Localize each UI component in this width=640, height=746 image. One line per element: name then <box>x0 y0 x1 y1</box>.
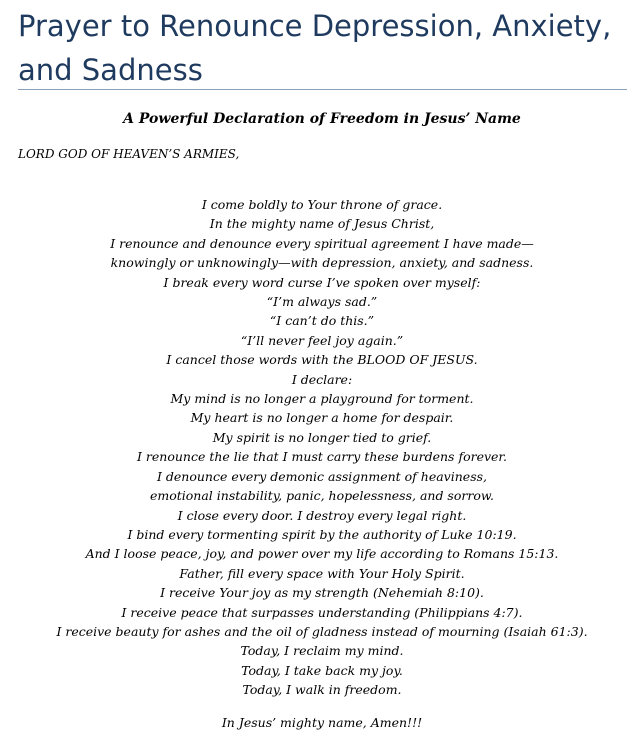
prayer-line: Father, fill every space with Your Holy Spirit. <box>179 565 465 581</box>
prayer-line: I come boldly to Your throne of grace. <box>201 197 443 212</box>
prayer-line: Today, I reclaim my mind. <box>240 643 404 659</box>
prayer-line: And I loose peace, joy, and power over my life according to Romans 15:13. <box>85 546 559 562</box>
prayer-line: Today, I take back my joy. <box>241 662 403 678</box>
prayer-line: My spirit is no longer tied to grief. <box>212 429 432 445</box>
prayer-line: “I’ll never feel joy again.” <box>240 332 404 348</box>
prayer-body <box>0 195 640 700</box>
title-divider <box>18 89 627 90</box>
document-title: Prayer to Renounce Depression, Anxiety, and Sadness <box>18 9 612 87</box>
prayer-closing: In Jesus’ mighty name, Amen!!! <box>221 715 423 730</box>
prayer-line: I receive beauty for ashes and the oil of gladness instead of mourning (Isaiah 61:3). <box>56 623 588 639</box>
prayer-line: I renounce and denounce every spiritual agreement I have made— <box>110 235 534 251</box>
prayer-line: emotional instability, panic, hopelessness, and sorrow. <box>149 488 495 504</box>
prayer-line: “I’m always sad.” <box>266 294 378 310</box>
prayer-line: I denounce every demonic assignment of heaviness, <box>157 468 487 484</box>
prayer-line: I bind every tormenting spirit by the authority of Luke 10:19. <box>127 526 517 542</box>
prayer-address: LORD GOD OF HEAVEN’S ARMIES, <box>18 147 240 161</box>
prayer-line: knowingly or unknowingly—with depression, anxiety, and sadness. <box>110 255 534 271</box>
prayer-line: I declare: <box>291 371 353 387</box>
prayer-line: I renounce the lie that I must carry these burdens forever. <box>136 449 507 465</box>
prayer-line: In the mighty name of Jesus Christ, <box>209 216 435 232</box>
prayer-line: Today, I walk in freedom. <box>242 682 402 698</box>
prayer-line: My heart is no longer a home for despair. <box>190 410 454 426</box>
prayer-line: “I can’t do this.” <box>269 313 375 329</box>
prayer-line: I close every door. I destroy every legal right. <box>177 507 467 523</box>
prayer-line: I cancel those words with the BLOOD OF JESUS. <box>166 352 478 368</box>
prayer-line: I break every word curse I’ve spoken over myself: <box>163 274 481 290</box>
prayer-line: I receive Your joy as my strength (Nehemiah 8:10). <box>160 585 484 601</box>
document-subtitle: A Powerful Declaration of Freedom in Jesus’ Name <box>123 111 521 127</box>
prayer-line: I receive peace that surpasses understanding (Philippians 4:7). <box>121 604 523 620</box>
prayer-line: My mind is no longer a playground for torment. <box>170 391 474 407</box>
